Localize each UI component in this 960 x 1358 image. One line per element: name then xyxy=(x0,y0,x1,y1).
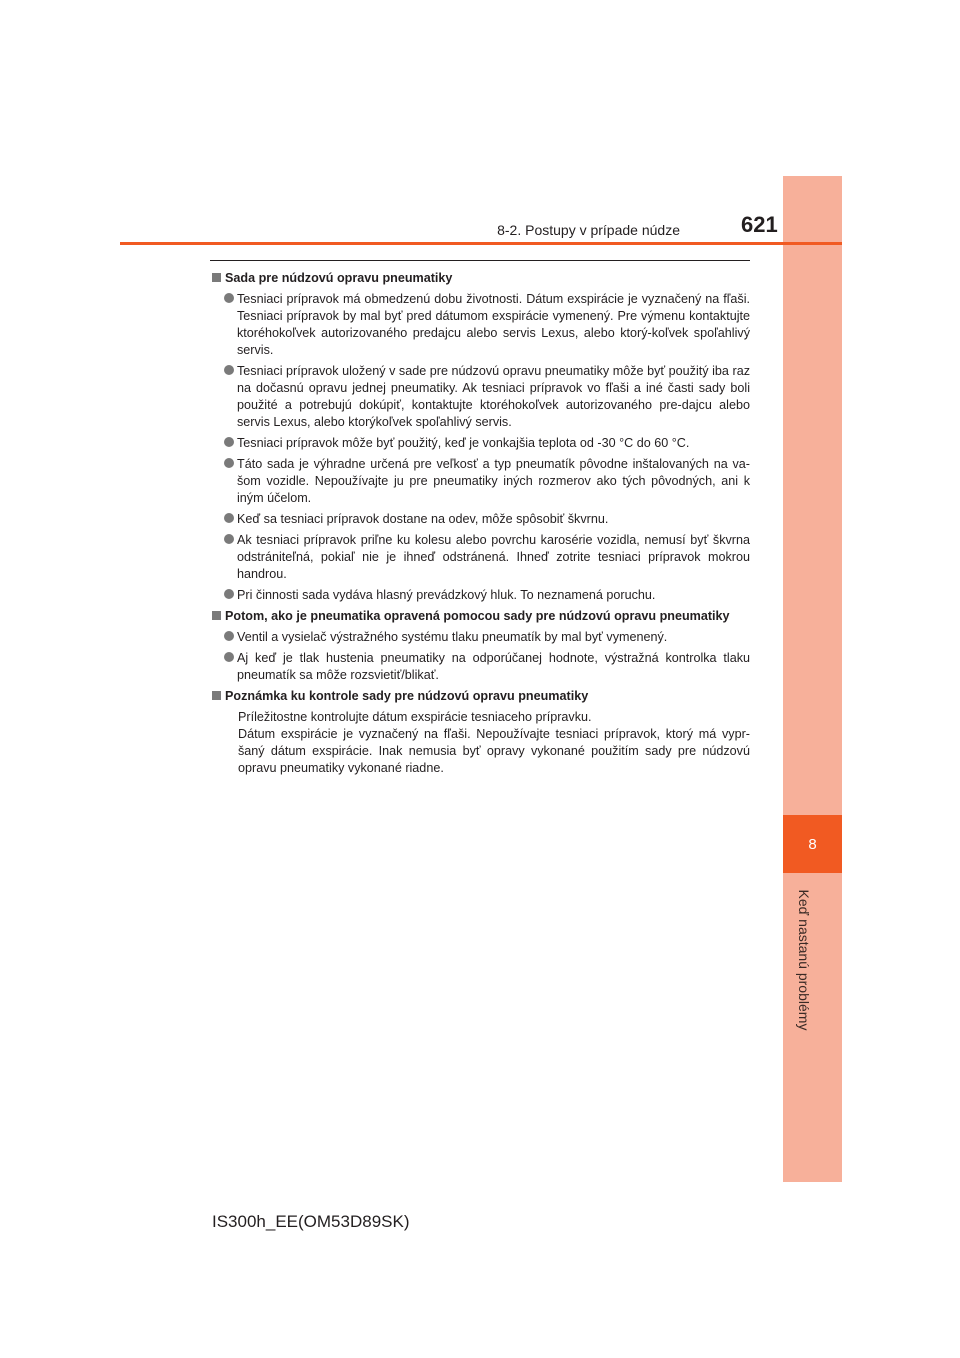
page-content xyxy=(212,270,750,777)
chapter-number-box xyxy=(783,815,842,873)
square-bullet-icon xyxy=(212,611,221,620)
chapter-title: Keď nastanú problémy xyxy=(796,889,812,1031)
round-bullet-icon xyxy=(224,513,234,523)
list-item: Tesniaci prípravok uložený v sade pre núdzovú opravu pneumatiky môže byť použitý iba raz na dočasnú opravu jednej pneumatiky. Ak tesniaci prípravok vo fľaši a iné časti sady boli použité a potrebujú dokúpiť, kontaktujte ktoréhokoľvek autorizovaného pre-dajcu alebo servis Lexus, alebo ktorýkoľvek spoľahlivý servis. xyxy=(224,363,750,431)
round-bullet-icon xyxy=(224,534,234,544)
section-heading: Sada pre núdzovú opravu pneumatiky xyxy=(212,270,750,287)
round-bullet-icon xyxy=(224,365,234,375)
list-item: Keď sa tesniaci prípravok dostane na odev, môže spôsobiť škvrnu. xyxy=(224,511,750,528)
paragraph: Príležitostne kontrolujte dátum exspirácie tesniaceho prípravku. xyxy=(238,710,592,724)
square-bullet-icon xyxy=(212,273,221,282)
round-bullet-icon xyxy=(224,652,234,662)
round-bullet-icon xyxy=(224,631,234,641)
section-heading: Poznámka ku kontrole sady pre núdzovú opravu pneumatiky xyxy=(212,688,750,705)
header-section-title: 8-2. Postupy v prípade núdze xyxy=(497,222,680,238)
chapter-number: 8 xyxy=(808,835,817,853)
list-item: Ventil a vysielač výstražného systému tlaku pneumatík by mal byť vymenený. xyxy=(224,629,750,646)
page-number: 621 xyxy=(741,212,778,237)
list-item: Aj keď je tlak hustenia pneumatiky na odporúčanej hodnote, výstražná kontrolka tlaku pneumatík sa môže rozsvietiť/blikať. xyxy=(224,650,750,684)
list-item: Tesniaci prípravok má obmedzenú dobu životnosti. Dátum exspirácie je vyznačený na fľaši. Tesniaci prípravok by mal byť pred dátumom exspirácie vymenený. Pre výmenu kontaktujte ktoréhokoľvek autorizovaného predajcu alebo servis Lexus, alebo ktorý-koľvek spoľahlivý servis. xyxy=(224,291,750,359)
content-top-rule xyxy=(210,260,750,261)
list-item: Tesniaci prípravok môže byť použitý, keď je vonkajšia teplota od -30 °C do 60 °C. xyxy=(224,435,750,452)
side-chapter-tab xyxy=(783,176,842,1182)
square-bullet-icon xyxy=(212,691,221,700)
section-heading: Potom, ako je pneumatika opravená pomocou sady pre núdzovú opravu pneumatiky xyxy=(212,608,750,625)
round-bullet-icon xyxy=(224,458,234,468)
list-item: Pri činnosti sada vydáva hlasný prevádzkový hluk. To neznamená poruchu. xyxy=(224,587,750,604)
model-code: IS300h_EE(OM53D89SK) xyxy=(212,1212,410,1231)
list-item: Ak tesniaci prípravok priľne ku kolesu alebo povrchu karosérie vozidla, nemusí byť škvrna odstrániteľná, pokiaľ nie je ihneď odstránená. Ihneď zotrite tesniaci prípravok mokrou handrou. xyxy=(224,532,750,583)
header-divider xyxy=(120,242,842,245)
round-bullet-icon xyxy=(224,293,234,303)
round-bullet-icon xyxy=(224,589,234,599)
paragraph: Dátum exspirácie je vyznačený na fľaši. Nepoužívajte tesniaci prípravok, ktorý má vypr-šaný dátum exspirácie. Inak nemusia byť opravy vykonané použitím sady pre núdzovú opravu pneumatiky vykonané riadne. xyxy=(238,727,750,775)
round-bullet-icon xyxy=(224,437,234,447)
list-item: Táto sada je výhradne určená pre veľkosť a typ pneumatík pôvodne inštalovaných na va-šom vozidle. Nepoužívajte ju pre pneumatiky iných rozmerov ako tých pôvodných, ani k iným účelom. xyxy=(224,456,750,507)
